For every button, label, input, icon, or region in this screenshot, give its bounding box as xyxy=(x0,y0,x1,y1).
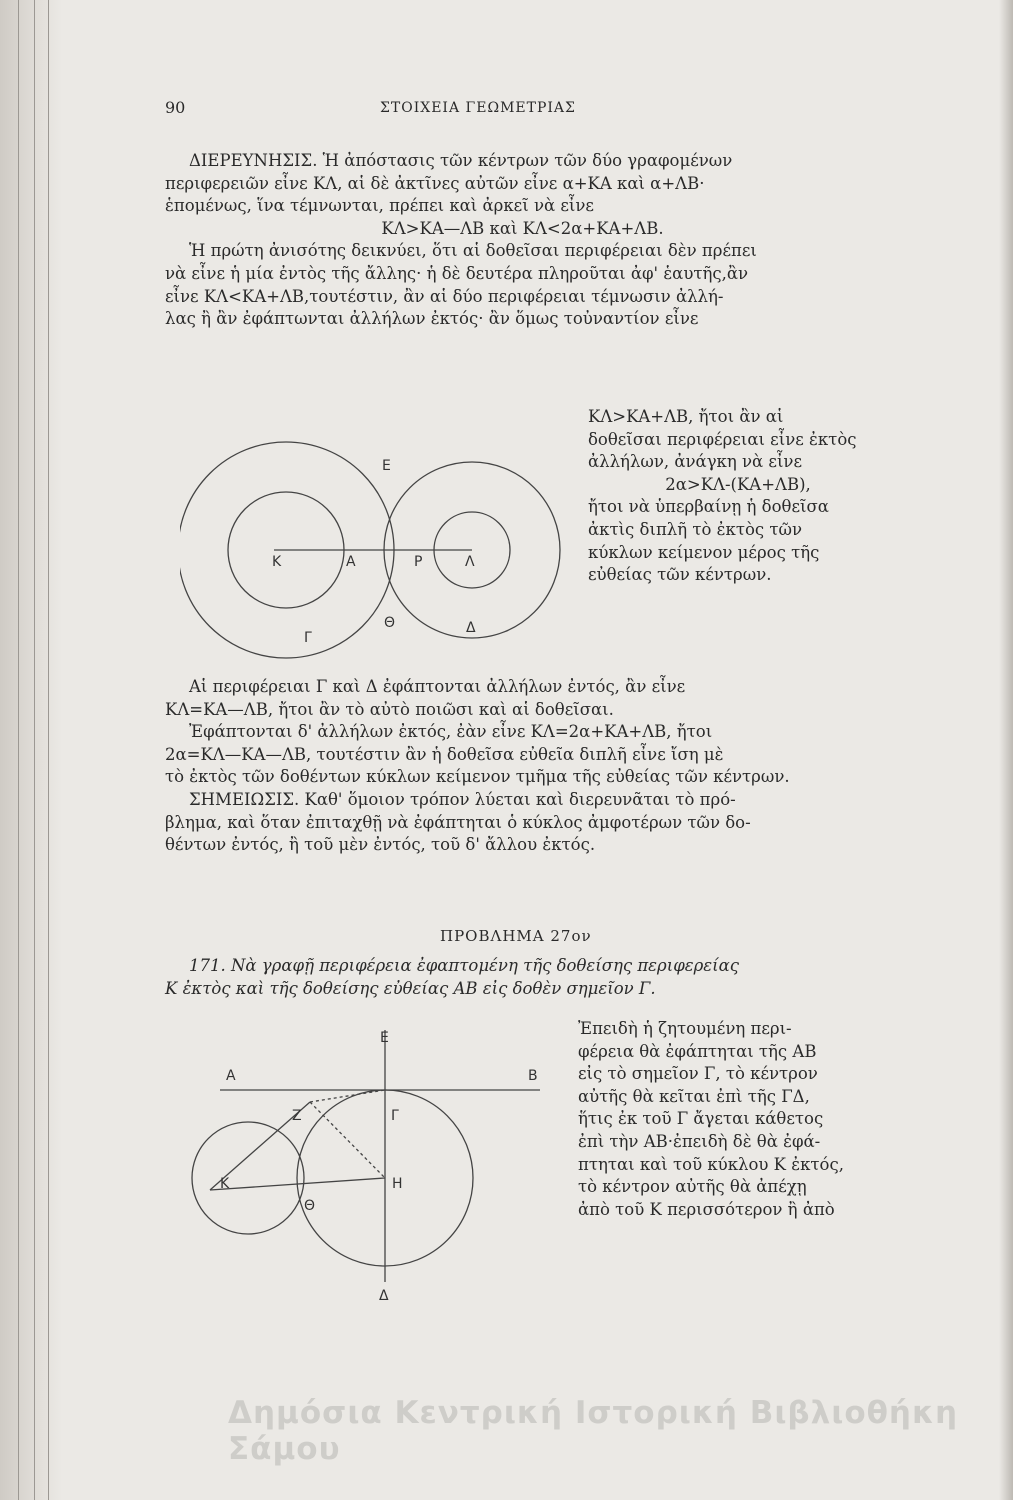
page-number: 90 xyxy=(165,98,186,117)
label-G: Γ xyxy=(304,630,312,646)
text-line: 2α=ΚΛ—ΚΑ—ΛΒ, τουτέστιν ἂν ἡ δοθεῖσα εὐθεῖα διπλῆ εἶνε ἴση μὲ xyxy=(165,744,724,764)
text-line: ἀπὸ τοῦ Κ περισσότερον ἢ ἀπὸ xyxy=(578,1199,835,1219)
label-A: Α xyxy=(346,554,356,570)
library-watermark: Δημόσια Κεντρική Ιστορική Βιβλιοθήκη Σάμου xyxy=(228,1395,959,1467)
text-line: περιφερειῶν εἶνε ΚΛ, αἱ δὲ ἀκτῖνες αὐτῶν εἶνε α+ΚΑ καὶ α+ΛΒ· xyxy=(165,173,705,193)
page-gutter-shadow xyxy=(0,0,62,1500)
figure1-side-text xyxy=(588,406,888,587)
text-line: εἰς τὸ σημεῖον Γ, τὸ κέντρον xyxy=(578,1064,818,1084)
text-line: ἑπομένως, ἵνα τέμνωνται, πρέπει καὶ ἀρκεῖ νὰ εἶνε xyxy=(165,196,594,216)
text-line: Ἐπειδὴ ἡ ζητουμένη περι- xyxy=(578,1019,792,1038)
text-line: κύκλων κείμενον μέρος τῆς xyxy=(588,542,820,562)
text-line: Αἱ περιφέρειαι Γ καὶ Δ ἐφάπτονται ἀλλήλων ἐντός, ἂν εἶνε xyxy=(189,677,686,696)
text-line: ΚΛ=ΚΑ—ΛΒ, ἤτοι ἂν τὸ αὐτὸ ποιῶσι καὶ αἱ δοθεῖσαι. xyxy=(165,699,614,719)
text-line: εὐθείας τῶν κέντρων. xyxy=(588,565,772,585)
inequality-equation: ΚΛ>ΚΑ—ΛΒ καὶ ΚΛ<2α+ΚΑ+ΛΒ. xyxy=(381,218,664,238)
label-B2: Β xyxy=(528,1068,538,1084)
text-line: ἤτοι νὰ ὑπερβαίνῃ ἡ δοθεῖσα xyxy=(588,497,829,517)
text-line: εἶνε ΚΛ<ΚΑ+ΛΒ,τουτέστιν, ἂν αἱ δύο περιφέρειαι τέμνωσιν ἀλλή- xyxy=(165,286,724,306)
page-edge-line xyxy=(18,0,19,1500)
problem-heading: ΠΡΟΒΛΗΜΑ 27ον xyxy=(440,927,592,945)
label-Theta2: Θ xyxy=(304,1198,316,1214)
text-line: ΣΗΜΕΙΩΣΙΣ. Καθ' ὅμοιον τρόπον λύεται καὶ διερευνᾶται τὸ πρό- xyxy=(189,789,736,809)
text-line: αὐτῆς θὰ κεῖται ἐπὶ τῆς ΓΔ, xyxy=(578,1086,810,1106)
figure2-tangent-construction xyxy=(180,1020,560,1310)
text-line: τὸ κέντρον αὐτῆς θὰ ἀπέχῃ xyxy=(578,1177,807,1197)
text-line: πτηται καὶ τοῦ κύκλου Κ ἐκτός, xyxy=(578,1154,844,1174)
page-edge-line xyxy=(34,0,35,1500)
text-line: φέρεια θὰ ἐφάπτηται τῆς ΑΒ xyxy=(578,1041,817,1061)
text-line: Ἡ πρώτη ἀνισότης δεικνύει, ὅτι αἱ δοθεῖσαι περιφέρειαι δὲν πρέπει xyxy=(189,241,757,261)
text-line: 171. Νὰ γραφῇ περιφέρεια ἐφαπτομένη τῆς δοθείσης περιφερείας xyxy=(189,956,740,975)
label-P: Ρ xyxy=(414,554,423,570)
label-L: Λ xyxy=(465,554,475,570)
text-line: ἀλλήλων, ἀνάγκη νὰ εἶνε xyxy=(588,452,803,472)
label-E2: Ε xyxy=(380,1030,389,1046)
figure1-circles-diagram xyxy=(180,420,580,680)
text-line: λας ἢ ἂν ἐφάπτωνται ἀλλήλων ἐκτός· ἂν ὅμως τοὐναντίον εἶνε xyxy=(165,309,699,329)
text-line: ΔΙΕΡΕΥΝΗΣΙΣ. Ἡ ἀπόστασις τῶν κέντρων τῶν δύο γραφομένων xyxy=(189,151,733,170)
text-line: 2α>ΚΛ-(ΚΑ+ΛΒ), xyxy=(665,474,811,494)
circle-K xyxy=(192,1122,304,1234)
label-E: Ε xyxy=(382,458,391,474)
text-line: ΚΛ>ΚΑ+ΛΒ, ἤτοι ἂν αἱ xyxy=(588,407,784,426)
text-line: δοθεῖσαι περιφέρειαι εἶνε ἐκτὸς xyxy=(588,429,857,449)
running-header xyxy=(0,98,1013,122)
text-line: τὸ ἐκτὸς τῶν δοθέντων κύκλων κείμενον τμῆμα τῆς εὐθείας τῶν κέντρων. xyxy=(165,767,790,787)
label-D: Δ xyxy=(466,620,476,636)
text-line: νὰ εἶνε ἡ μία ἐντὸς τῆς ἄλλης· ἡ δὲ δευτέρα πληροῦται ἀφ' ἑαυτῆς,ἂν xyxy=(165,263,749,283)
label-G2: Γ xyxy=(391,1108,399,1124)
text-line: Ἐφάπτονται δ' ἀλλήλων ἐκτός, ἐὰν εἶνε ΚΛ=2α+ΚΑ+ΛΒ, ἤτοι xyxy=(189,722,713,742)
line-ZG xyxy=(310,1090,385,1102)
label-D2: Δ xyxy=(379,1288,389,1304)
text-line: βλημα, καὶ ὅταν ἐπιταχθῇ νὰ ἐφάπτηται ὁ κύκλος ἀμφοτέρων τῶν δο- xyxy=(165,812,751,832)
problem-side-text xyxy=(578,1018,888,1221)
tangency-paragraph xyxy=(165,676,880,857)
label-Theta: Θ xyxy=(384,615,396,631)
text-line: ἐπὶ τὴν ΑΒ·ἐπειδὴ δὲ θὰ ἐφά- xyxy=(578,1131,821,1151)
label-H2: Η xyxy=(392,1176,403,1192)
text-line: θέντων ἐντός, ἢ τοῦ μὲν ἐντός, τοῦ δ' ἄλλου ἐκτός. xyxy=(165,835,596,855)
problem-statement xyxy=(165,955,880,1000)
running-title: ΣΤΟΙΧΕΙΑ ΓΕΩΜΕΤΡΙΑΣ xyxy=(380,100,576,116)
text-line: Κ ἐκτὸς καὶ τῆς δοθείσης εὐθείας ΑΒ εἰς δοθὲν σημεῖον Γ. xyxy=(165,978,656,998)
page-right-edge xyxy=(999,0,1013,1500)
discussion-paragraph xyxy=(165,150,880,331)
label-K: Κ xyxy=(272,554,282,570)
label-A2: Α xyxy=(226,1068,236,1084)
label-Z2: Ζ xyxy=(292,1108,302,1124)
line-ZH xyxy=(310,1102,385,1178)
text-line: ἀκτὶς διπλῆ τὸ ἐκτὸς τῶν xyxy=(588,519,803,539)
text-line: ἥτις ἐκ τοῦ Γ ἄγεται κάθετος xyxy=(578,1109,824,1129)
page-edge-line xyxy=(48,0,49,1500)
label-K2: Κ xyxy=(220,1176,230,1192)
